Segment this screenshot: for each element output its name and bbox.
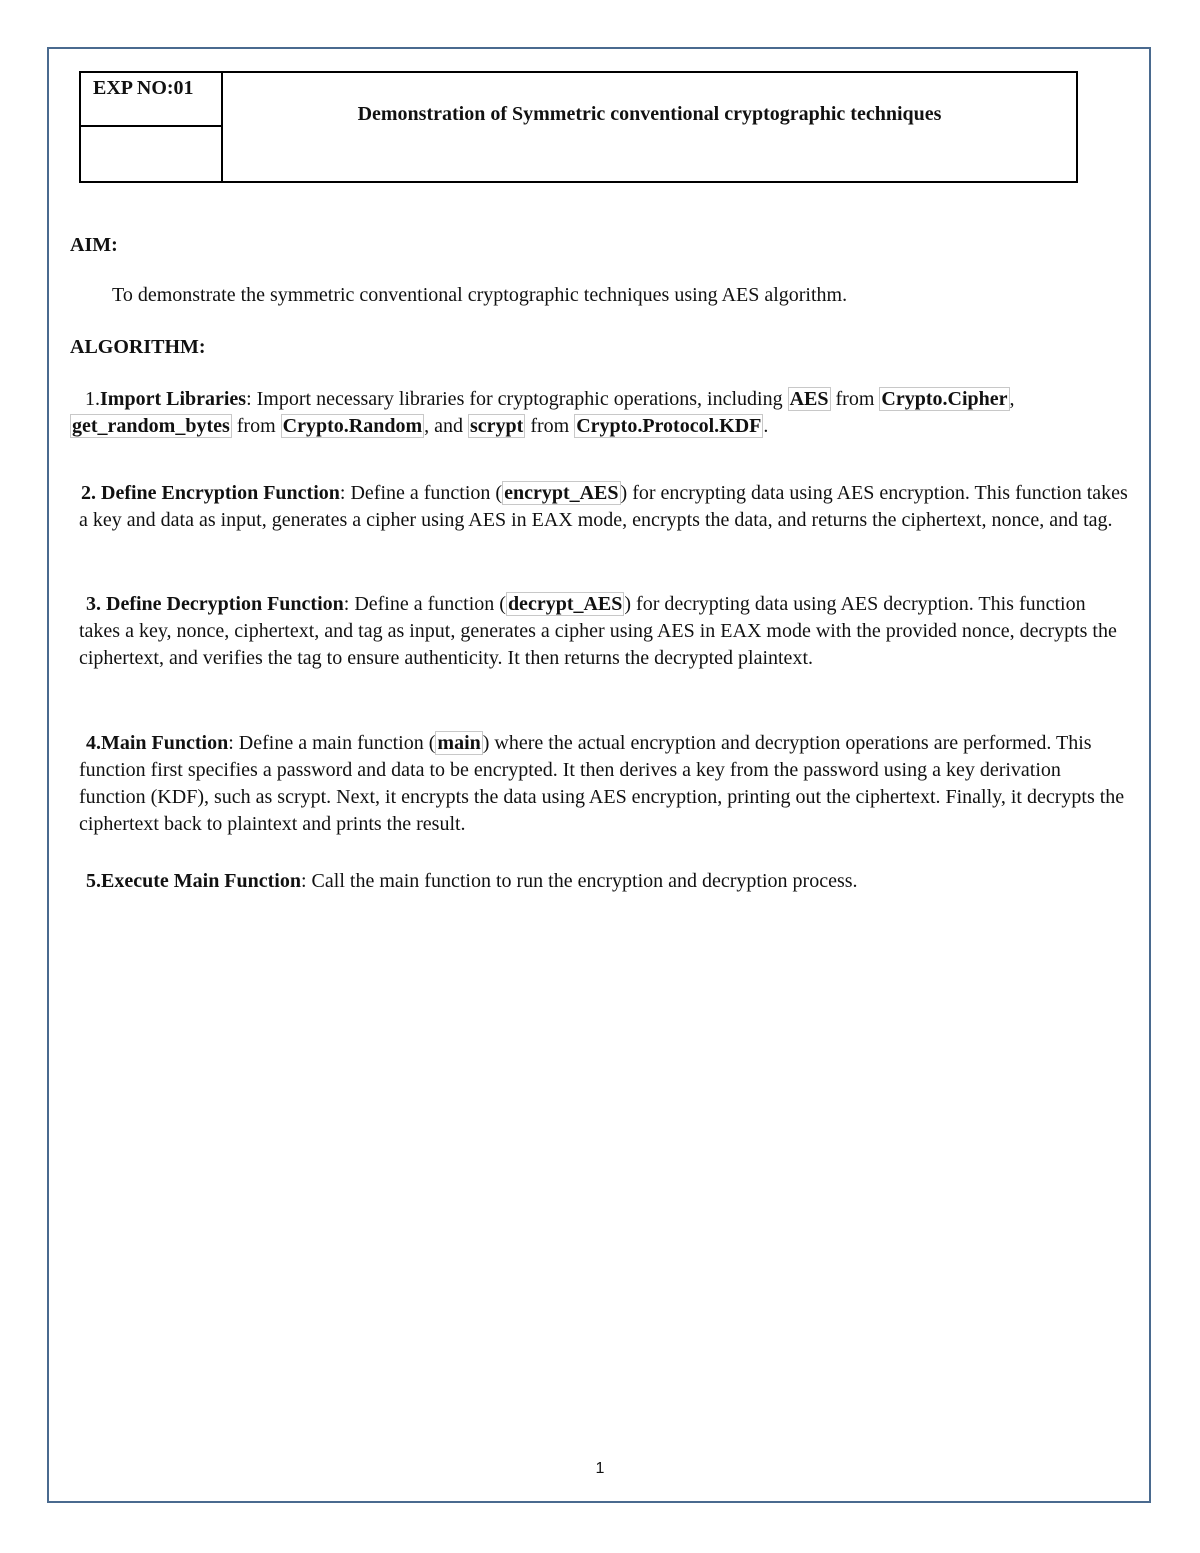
step-1-text: , [1009, 388, 1015, 410]
code-get-random-bytes: get_random_bytes [72, 415, 230, 437]
algorithm-step-2 [79, 480, 1129, 534]
step-1-number: 1. [85, 388, 100, 410]
step-1-text: . [763, 415, 769, 437]
code-aes: AES [789, 388, 829, 410]
code-main: main [437, 732, 481, 754]
algorithm-step-5 [79, 868, 1129, 895]
aim-text: To demonstrate the symmetric conventional cryptographic techniques using AES algorithm. [112, 284, 848, 306]
step-2-text: ) for encrypting data using AES encryption. This function takes a key and data as input, generates a cipher using AES in EAX mode, encrypts the data, and returns the ciphertext, nonce, and tag. [79, 482, 1128, 531]
step-4-text: ) where the actual encryption and decryption operations are performed. This function first specifies a password and data to be encrypted. It then derives a key from the password using a key derivation function (KDF), such as scrypt. Next, it encrypts the data using AES encryption, printing out the ciphertext. Finally, it decrypts the ciphertext back to plaintext and prints the result. [79, 732, 1125, 835]
code-crypto-protocol-kdf: Crypto.Protocol.KDF [576, 415, 762, 437]
code-encrypt-aes: encrypt_AES [504, 482, 619, 504]
step-3-text: ) for decrypting data using AES decryption. This function takes a key, nonce, ciphertext, and tag as input, generates a cipher using AES in EAX mode with the provided nonce, decrypts the ciphertext, and verifies the tag to ensure authenticity. It then returns the decrypted plaintext. [79, 593, 1117, 669]
step-1-text: from [525, 415, 575, 437]
aim-heading: AIM: [70, 234, 118, 256]
code-crypto-cipher: Crypto.Cipher [881, 388, 1008, 410]
experiment-title: Demonstration of Symmetric conventional cryptographic techniques [222, 72, 1077, 182]
step-1-text: , and [424, 415, 468, 437]
step-3-title: 3. Define Decryption Function [86, 593, 344, 615]
algorithm-step-3 [79, 591, 1129, 672]
page-number: 1 [595, 1460, 605, 1477]
code-decrypt-aes: decrypt_AES [507, 593, 623, 615]
date-cell [80, 126, 222, 182]
step-1-text: from [231, 415, 281, 437]
step-2-text: : Define a function ( [339, 482, 503, 504]
algorithm-step-4 [79, 730, 1129, 838]
step-1-text: : Import necessary libraries for cryptographic operations, including [246, 388, 788, 410]
step-5-title: 5.Execute Main Function [86, 870, 301, 892]
algorithm-step-1 [70, 386, 1120, 440]
step-2-title: 2. Define Encryption Function [81, 482, 340, 504]
algorithm-heading: ALGORITHM: [70, 336, 206, 358]
step-4-title: 4.Main Function [86, 732, 229, 754]
step-5-text: : Call the main function to run the encryption and decryption process. [301, 870, 858, 892]
exp-no-cell: EXP NO:01 [80, 72, 222, 126]
step-1-text: from [830, 388, 880, 410]
step-4-text: : Define a main function ( [228, 732, 436, 754]
step-3-text: : Define a function ( [343, 593, 506, 615]
code-scrypt: scrypt [470, 415, 524, 437]
code-crypto-random: Crypto.Random [282, 415, 423, 437]
step-1-title: Import Libraries [100, 388, 247, 410]
experiment-header-table [79, 71, 1078, 183]
